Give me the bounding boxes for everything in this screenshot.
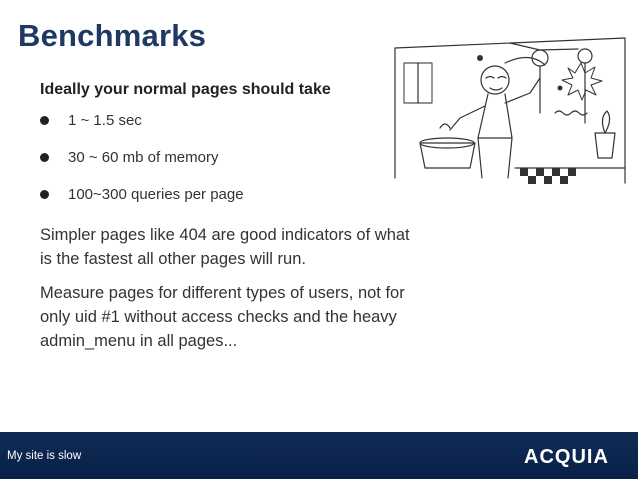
bullet-dot-icon: [40, 190, 49, 199]
bullet-item: [40, 184, 410, 221]
bullet-text: 30 ~ 60 mb of memory: [68, 149, 219, 166]
bullet-text: 1 ~ 1.5 sec: [68, 112, 142, 129]
logo-text: ACQUIA: [524, 446, 609, 468]
slide-title: Benchmarks: [18, 18, 207, 53]
bullet-item: [40, 147, 410, 184]
bullet-dot-icon: [40, 153, 49, 162]
bullet-item: [40, 110, 410, 147]
footer-caption: My site is slow: [7, 450, 82, 462]
bullet-list: [40, 110, 410, 221]
bullet-dot-icon: [40, 116, 49, 125]
slide-body: [40, 81, 410, 363]
lead-text: Ideally your normal pages should take: [40, 81, 331, 98]
footer-bar: [0, 432, 638, 479]
rube-goldberg-machine-icon: [390, 18, 630, 188]
bullet-text: 100~300 queries per page: [68, 186, 244, 203]
paragraph-simpler-pages: Simpler pages like 404 are good indicators of what is the fastest all other pages will run.: [40, 226, 410, 268]
acquia-logo-icon: [524, 444, 630, 468]
paragraph-measure-pages: Measure pages for different types of users, not for only uid #1 without access checks and the heavy admin_menu in all pages...: [40, 284, 405, 350]
